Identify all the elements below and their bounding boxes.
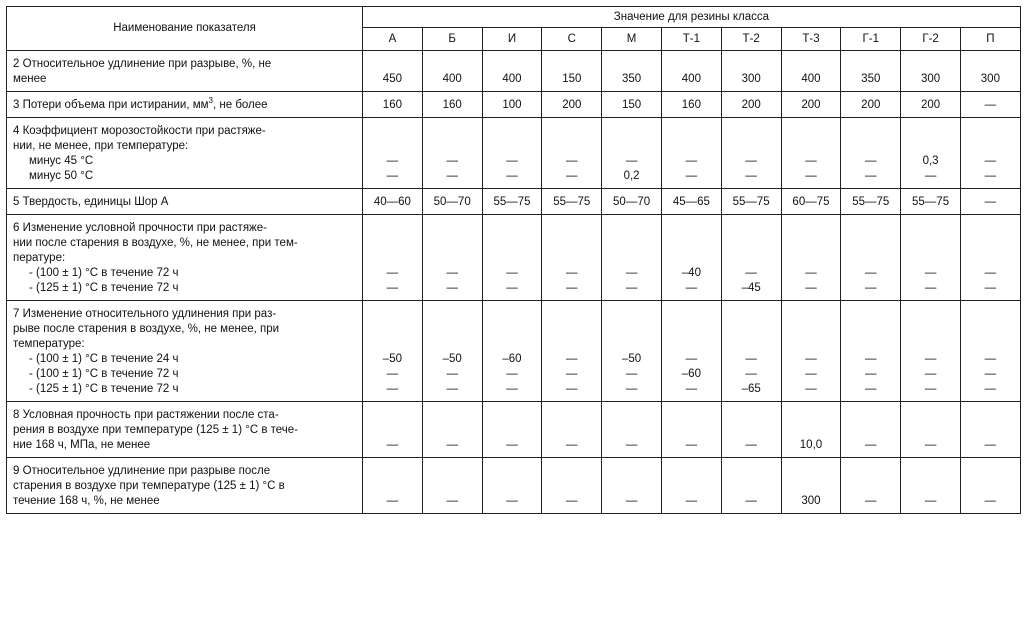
value-text: — bbox=[566, 155, 578, 167]
value-cell bbox=[960, 301, 1020, 402]
value-cell bbox=[482, 51, 542, 92]
class-header-cell: Б bbox=[422, 28, 482, 51]
value-cell bbox=[661, 51, 721, 92]
value-cell bbox=[482, 301, 542, 402]
value-text: — bbox=[984, 170, 997, 182]
class-header-cell: П bbox=[960, 28, 1020, 51]
value-cell bbox=[422, 118, 482, 189]
value-text: 60—75 bbox=[792, 196, 830, 208]
value-text: — bbox=[805, 155, 817, 167]
value-text: — bbox=[805, 383, 817, 395]
value-cell bbox=[602, 118, 662, 189]
value-cell bbox=[542, 118, 602, 189]
value-cell bbox=[960, 215, 1020, 301]
parameter-title-line: менее bbox=[13, 73, 47, 85]
value-text: — bbox=[745, 267, 757, 279]
parameter-title-text: не более bbox=[219, 99, 268, 111]
value-text: — bbox=[386, 282, 399, 294]
value-text: 400 bbox=[442, 73, 462, 85]
table-row bbox=[7, 189, 1021, 215]
value-text: 400 bbox=[502, 73, 522, 85]
value-cell bbox=[422, 301, 482, 402]
parameter-cell bbox=[7, 92, 363, 118]
value-cell bbox=[661, 118, 721, 189]
value-text: 10,0 bbox=[799, 439, 823, 451]
value-text: — bbox=[566, 368, 578, 380]
value-text: 300 bbox=[741, 73, 761, 85]
parameter-title-line: рения в воздухе при температуре (125 ± 1) °С в тече- bbox=[13, 424, 298, 436]
value-cell bbox=[661, 301, 721, 402]
value-cell bbox=[542, 402, 602, 458]
parameter-title-line: 6 Изменение условной прочности при растяже- bbox=[13, 222, 267, 234]
value-cell bbox=[602, 402, 662, 458]
value-text: — bbox=[685, 155, 698, 167]
value-text: — bbox=[865, 353, 877, 365]
value-text: 300 bbox=[801, 495, 821, 507]
value-text: — bbox=[865, 170, 877, 182]
value-cell bbox=[482, 189, 542, 215]
value-cell bbox=[661, 189, 721, 215]
table-row bbox=[7, 92, 1021, 118]
value-text: — bbox=[386, 383, 399, 395]
value-text: — bbox=[865, 495, 877, 507]
value-cell bbox=[363, 189, 423, 215]
value-text: 200 bbox=[741, 99, 761, 111]
value-cell bbox=[901, 458, 961, 514]
value-cell bbox=[721, 215, 781, 301]
value-text: — bbox=[865, 155, 877, 167]
parameter-title-line: 2 Относительное удлинение при разрыве, %, не bbox=[13, 58, 272, 70]
class-header-cell: М bbox=[602, 28, 662, 51]
value-cell bbox=[482, 402, 542, 458]
value-cell bbox=[841, 458, 901, 514]
value-cell bbox=[542, 458, 602, 514]
parameter-cell bbox=[7, 402, 363, 458]
class-header-cell: А bbox=[363, 28, 423, 51]
parameter-title-line: нии после старения в воздухе, %, не менее, при тем- bbox=[13, 237, 298, 249]
value-cell bbox=[841, 402, 901, 458]
value-text: — bbox=[566, 439, 578, 451]
value-text: 45—65 bbox=[672, 196, 710, 208]
value-text: 100 bbox=[502, 99, 522, 111]
value-text: — bbox=[745, 439, 757, 451]
value-cell bbox=[661, 92, 721, 118]
value-text: — bbox=[506, 383, 518, 395]
value-cell bbox=[542, 301, 602, 402]
value-cell bbox=[781, 189, 841, 215]
parameter-condition-line: минус 50 °С bbox=[29, 170, 94, 182]
table-row bbox=[7, 118, 1021, 189]
unit-superscript: 3 bbox=[208, 96, 213, 106]
parameter-title-line: 5 Твердость, единицы Шор А bbox=[13, 196, 169, 208]
value-text: 160 bbox=[681, 99, 701, 111]
value-cell bbox=[363, 458, 423, 514]
value-text: — bbox=[566, 282, 578, 294]
value-cell bbox=[661, 402, 721, 458]
value-cell bbox=[602, 92, 662, 118]
parameter-title-line: рыве после старения в воздухе, %, не менее, при bbox=[13, 323, 280, 335]
class-group-header: Значение для резины класса bbox=[363, 7, 1021, 28]
value-cell bbox=[721, 51, 781, 92]
value-cell bbox=[901, 189, 961, 215]
value-text: — bbox=[984, 267, 997, 279]
value-text: — bbox=[984, 495, 997, 507]
value-cell bbox=[363, 402, 423, 458]
value-cell bbox=[542, 189, 602, 215]
value-text: –40 bbox=[681, 267, 701, 279]
value-text: — bbox=[625, 155, 638, 167]
value-text: — bbox=[984, 383, 997, 395]
value-text: 55—75 bbox=[912, 196, 950, 208]
value-cell bbox=[482, 215, 542, 301]
value-cell bbox=[721, 301, 781, 402]
value-text: — bbox=[924, 368, 937, 380]
value-cell bbox=[781, 301, 841, 402]
value-text: — bbox=[924, 495, 937, 507]
parameter-title-line: 3 Потери объема при истирании, $мм^3$, не более bbox=[13, 96, 268, 111]
value-cell bbox=[661, 458, 721, 514]
value-cell bbox=[721, 189, 781, 215]
value-text: — bbox=[984, 353, 997, 365]
value-text: 400 bbox=[801, 73, 821, 85]
parameter-cell bbox=[7, 51, 363, 92]
value-cell bbox=[781, 51, 841, 92]
class-header-cell: Г-2 bbox=[901, 28, 961, 51]
value-cell bbox=[781, 118, 841, 189]
value-cell bbox=[781, 402, 841, 458]
value-text: — bbox=[865, 439, 877, 451]
value-text: — bbox=[386, 155, 399, 167]
value-text: –60 bbox=[681, 368, 701, 380]
value-text: — bbox=[386, 368, 399, 380]
parameter-title-line: 7 Изменение относительного удлинения при раз- bbox=[13, 308, 277, 320]
value-text: 200 bbox=[801, 99, 821, 111]
class-header-cell: Г-1 bbox=[841, 28, 901, 51]
parameter-condition-line: - (100 ± 1) °С в течение 72 ч bbox=[29, 368, 179, 380]
value-text: — bbox=[446, 282, 458, 294]
value-text: — bbox=[984, 99, 997, 111]
value-cell bbox=[901, 215, 961, 301]
parameter-condition-line: - (125 ± 1) °С в течение 72 ч bbox=[29, 282, 179, 294]
value-text: — bbox=[984, 439, 997, 451]
value-text: 160 bbox=[442, 99, 462, 111]
value-text: — bbox=[446, 267, 458, 279]
parameter-title-line: 8 Условная прочность при растяжении после ста- bbox=[13, 409, 279, 421]
value-text: –60 bbox=[502, 353, 522, 365]
value-cell bbox=[422, 51, 482, 92]
value-cell bbox=[901, 92, 961, 118]
value-text: — bbox=[745, 353, 757, 365]
value-text: — bbox=[625, 368, 638, 380]
value-text: — bbox=[984, 155, 997, 167]
value-cell bbox=[721, 118, 781, 189]
value-cell bbox=[960, 92, 1020, 118]
value-text: — bbox=[805, 353, 817, 365]
value-cell bbox=[841, 92, 901, 118]
table-body bbox=[7, 51, 1021, 514]
parameter-condition-line: минус 45 °С bbox=[29, 155, 94, 167]
value-cell bbox=[602, 215, 662, 301]
value-text: — bbox=[625, 267, 638, 279]
value-cell bbox=[602, 458, 662, 514]
value-cell bbox=[363, 215, 423, 301]
value-text: — bbox=[865, 368, 877, 380]
value-cell bbox=[363, 51, 423, 92]
value-cell bbox=[363, 301, 423, 402]
value-cell bbox=[841, 301, 901, 402]
spec-table-container bbox=[6, 6, 1020, 514]
value-cell bbox=[542, 51, 602, 92]
value-text: — bbox=[566, 170, 578, 182]
value-text: — bbox=[984, 368, 997, 380]
value-text: — bbox=[625, 383, 638, 395]
value-cell bbox=[661, 215, 721, 301]
value-text: — bbox=[446, 439, 458, 451]
value-cell bbox=[602, 189, 662, 215]
parameter-column-header: Наименование показателя bbox=[7, 7, 363, 51]
value-text: — bbox=[984, 196, 997, 208]
parameter-title-line: пературе: bbox=[13, 252, 66, 264]
value-text: — bbox=[865, 282, 877, 294]
value-text: 200 bbox=[920, 99, 941, 111]
value-text: — bbox=[506, 170, 518, 182]
class-header-cell: С bbox=[542, 28, 602, 51]
value-cell bbox=[960, 189, 1020, 215]
parameter-title-line: старения в воздухе при температуре (125 ± 1) °С в bbox=[13, 480, 285, 492]
value-text: — bbox=[446, 170, 458, 182]
value-text: –65 bbox=[741, 383, 761, 395]
value-text: — bbox=[446, 383, 458, 395]
value-cell bbox=[781, 92, 841, 118]
value-text: — bbox=[924, 282, 937, 294]
value-text: — bbox=[745, 495, 757, 507]
value-text: 450 bbox=[382, 73, 402, 85]
value-cell bbox=[602, 301, 662, 402]
value-text: — bbox=[685, 383, 698, 395]
value-text: — bbox=[386, 170, 399, 182]
value-text: — bbox=[685, 495, 698, 507]
value-text: 200 bbox=[562, 99, 582, 111]
value-text: — bbox=[446, 155, 458, 167]
value-cell bbox=[721, 402, 781, 458]
value-text: — bbox=[685, 439, 698, 451]
value-text: — bbox=[506, 368, 518, 380]
value-text: 50—70 bbox=[433, 196, 471, 208]
value-text: 0,3 bbox=[922, 155, 939, 167]
value-text: — bbox=[386, 495, 399, 507]
value-cell bbox=[781, 215, 841, 301]
value-text: — bbox=[506, 267, 518, 279]
value-text: 55—75 bbox=[732, 196, 770, 208]
value-cell bbox=[960, 118, 1020, 189]
value-cell bbox=[781, 458, 841, 514]
value-cell bbox=[542, 92, 602, 118]
value-cell bbox=[542, 215, 602, 301]
value-text: 0,2 bbox=[623, 170, 640, 182]
value-text: 160 bbox=[382, 99, 402, 111]
value-cell bbox=[422, 92, 482, 118]
value-text: — bbox=[924, 170, 937, 182]
value-text: — bbox=[386, 439, 399, 451]
value-cell bbox=[901, 118, 961, 189]
value-text: 200 bbox=[861, 99, 881, 111]
class-header-cell: И bbox=[482, 28, 542, 51]
value-cell bbox=[960, 458, 1020, 514]
value-text: — bbox=[506, 155, 518, 167]
table-row bbox=[7, 301, 1021, 402]
parameter-cell bbox=[7, 458, 363, 514]
value-cell bbox=[841, 51, 901, 92]
value-cell bbox=[960, 402, 1020, 458]
table-row bbox=[7, 458, 1021, 514]
value-text: 150 bbox=[562, 73, 582, 85]
value-text: — bbox=[865, 383, 877, 395]
parameter-cell bbox=[7, 189, 363, 215]
value-text: –50 bbox=[382, 353, 402, 365]
class-header-cell: Т-3 bbox=[781, 28, 841, 51]
table-row bbox=[7, 402, 1021, 458]
value-text: — bbox=[506, 495, 518, 507]
value-text: — bbox=[506, 439, 518, 451]
value-text: — bbox=[805, 368, 817, 380]
parameter-title-line: температуре: bbox=[13, 338, 85, 350]
value-text: — bbox=[865, 267, 877, 279]
rubber-properties-table bbox=[6, 6, 1021, 514]
value-text: — bbox=[625, 439, 638, 451]
parameter-title-text: 3 Потери объема при истирании, мм bbox=[13, 99, 209, 111]
value-text: — bbox=[924, 439, 937, 451]
value-text: 50—70 bbox=[613, 196, 651, 208]
value-text: –50 bbox=[442, 353, 462, 365]
value-cell bbox=[901, 51, 961, 92]
value-text: — bbox=[566, 267, 578, 279]
value-text: –45 bbox=[741, 282, 761, 294]
class-header-cell: Т-1 bbox=[661, 28, 721, 51]
table-row bbox=[7, 51, 1021, 92]
value-text: — bbox=[566, 353, 578, 365]
parameter-condition-line: - (100 ± 1) °С в течение 72 ч bbox=[29, 267, 179, 279]
value-text: — bbox=[805, 267, 817, 279]
value-cell bbox=[422, 215, 482, 301]
value-text: — bbox=[446, 495, 458, 507]
value-text: — bbox=[984, 282, 997, 294]
value-text: — bbox=[566, 495, 578, 507]
value-cell bbox=[482, 458, 542, 514]
value-cell bbox=[721, 92, 781, 118]
value-cell bbox=[422, 189, 482, 215]
parameter-cell bbox=[7, 301, 363, 402]
value-text: — bbox=[685, 170, 698, 182]
value-text: 40—60 bbox=[373, 196, 411, 208]
value-cell bbox=[841, 215, 901, 301]
value-cell bbox=[422, 458, 482, 514]
value-text: 350 bbox=[861, 73, 881, 85]
value-text: 150 bbox=[621, 99, 642, 111]
parameter-title-line: нии, не менее, при температуре: bbox=[13, 140, 189, 152]
value-text: — bbox=[625, 282, 638, 294]
value-text: 55—75 bbox=[493, 196, 531, 208]
value-text: — bbox=[446, 368, 458, 380]
value-text: — bbox=[625, 495, 638, 507]
value-text: 300 bbox=[920, 73, 941, 85]
parameter-title-line: 9 Относительное удлинение при разрыве после bbox=[13, 465, 271, 477]
parameter-title-line: ние 168 ч, МПа, не менее bbox=[13, 439, 151, 451]
value-text: — bbox=[924, 383, 937, 395]
class-header-cell: Т-2 bbox=[721, 28, 781, 51]
value-text: — bbox=[745, 155, 757, 167]
value-cell bbox=[841, 118, 901, 189]
value-text: — bbox=[805, 282, 817, 294]
value-cell bbox=[363, 92, 423, 118]
value-text: 55—75 bbox=[553, 196, 591, 208]
parameter-condition-line: - (100 ± 1) °С в течение 24 ч bbox=[29, 353, 179, 365]
value-text: — bbox=[685, 353, 698, 365]
value-text: 300 bbox=[980, 73, 1000, 85]
value-cell bbox=[482, 118, 542, 189]
value-text: — bbox=[685, 282, 698, 294]
value-text: — bbox=[745, 170, 757, 182]
value-text: — bbox=[745, 368, 757, 380]
value-text: — bbox=[386, 267, 399, 279]
parameter-cell bbox=[7, 118, 363, 189]
value-text: — bbox=[924, 353, 937, 365]
value-text: — bbox=[805, 170, 817, 182]
value-text: 55—75 bbox=[852, 196, 890, 208]
table-row bbox=[7, 215, 1021, 301]
value-text: — bbox=[566, 383, 578, 395]
value-text: –50 bbox=[621, 353, 642, 365]
value-text: — bbox=[506, 282, 518, 294]
value-text: 350 bbox=[621, 73, 642, 85]
parameter-cell bbox=[7, 215, 363, 301]
value-cell bbox=[363, 118, 423, 189]
parameter-title-line: течение 168 ч, %, не менее bbox=[13, 495, 160, 507]
value-cell bbox=[841, 189, 901, 215]
value-cell bbox=[960, 51, 1020, 92]
value-cell bbox=[901, 301, 961, 402]
value-cell bbox=[602, 51, 662, 92]
parameter-condition-line: - (125 ± 1) °С в течение 72 ч bbox=[29, 383, 179, 395]
value-text: — bbox=[924, 267, 937, 279]
value-cell bbox=[901, 402, 961, 458]
value-cell bbox=[482, 92, 542, 118]
value-cell bbox=[721, 458, 781, 514]
value-text: 400 bbox=[681, 73, 701, 85]
parameter-title-line: 4 Коэффициент морозостойкости при растяже- bbox=[13, 125, 266, 137]
value-cell bbox=[422, 402, 482, 458]
